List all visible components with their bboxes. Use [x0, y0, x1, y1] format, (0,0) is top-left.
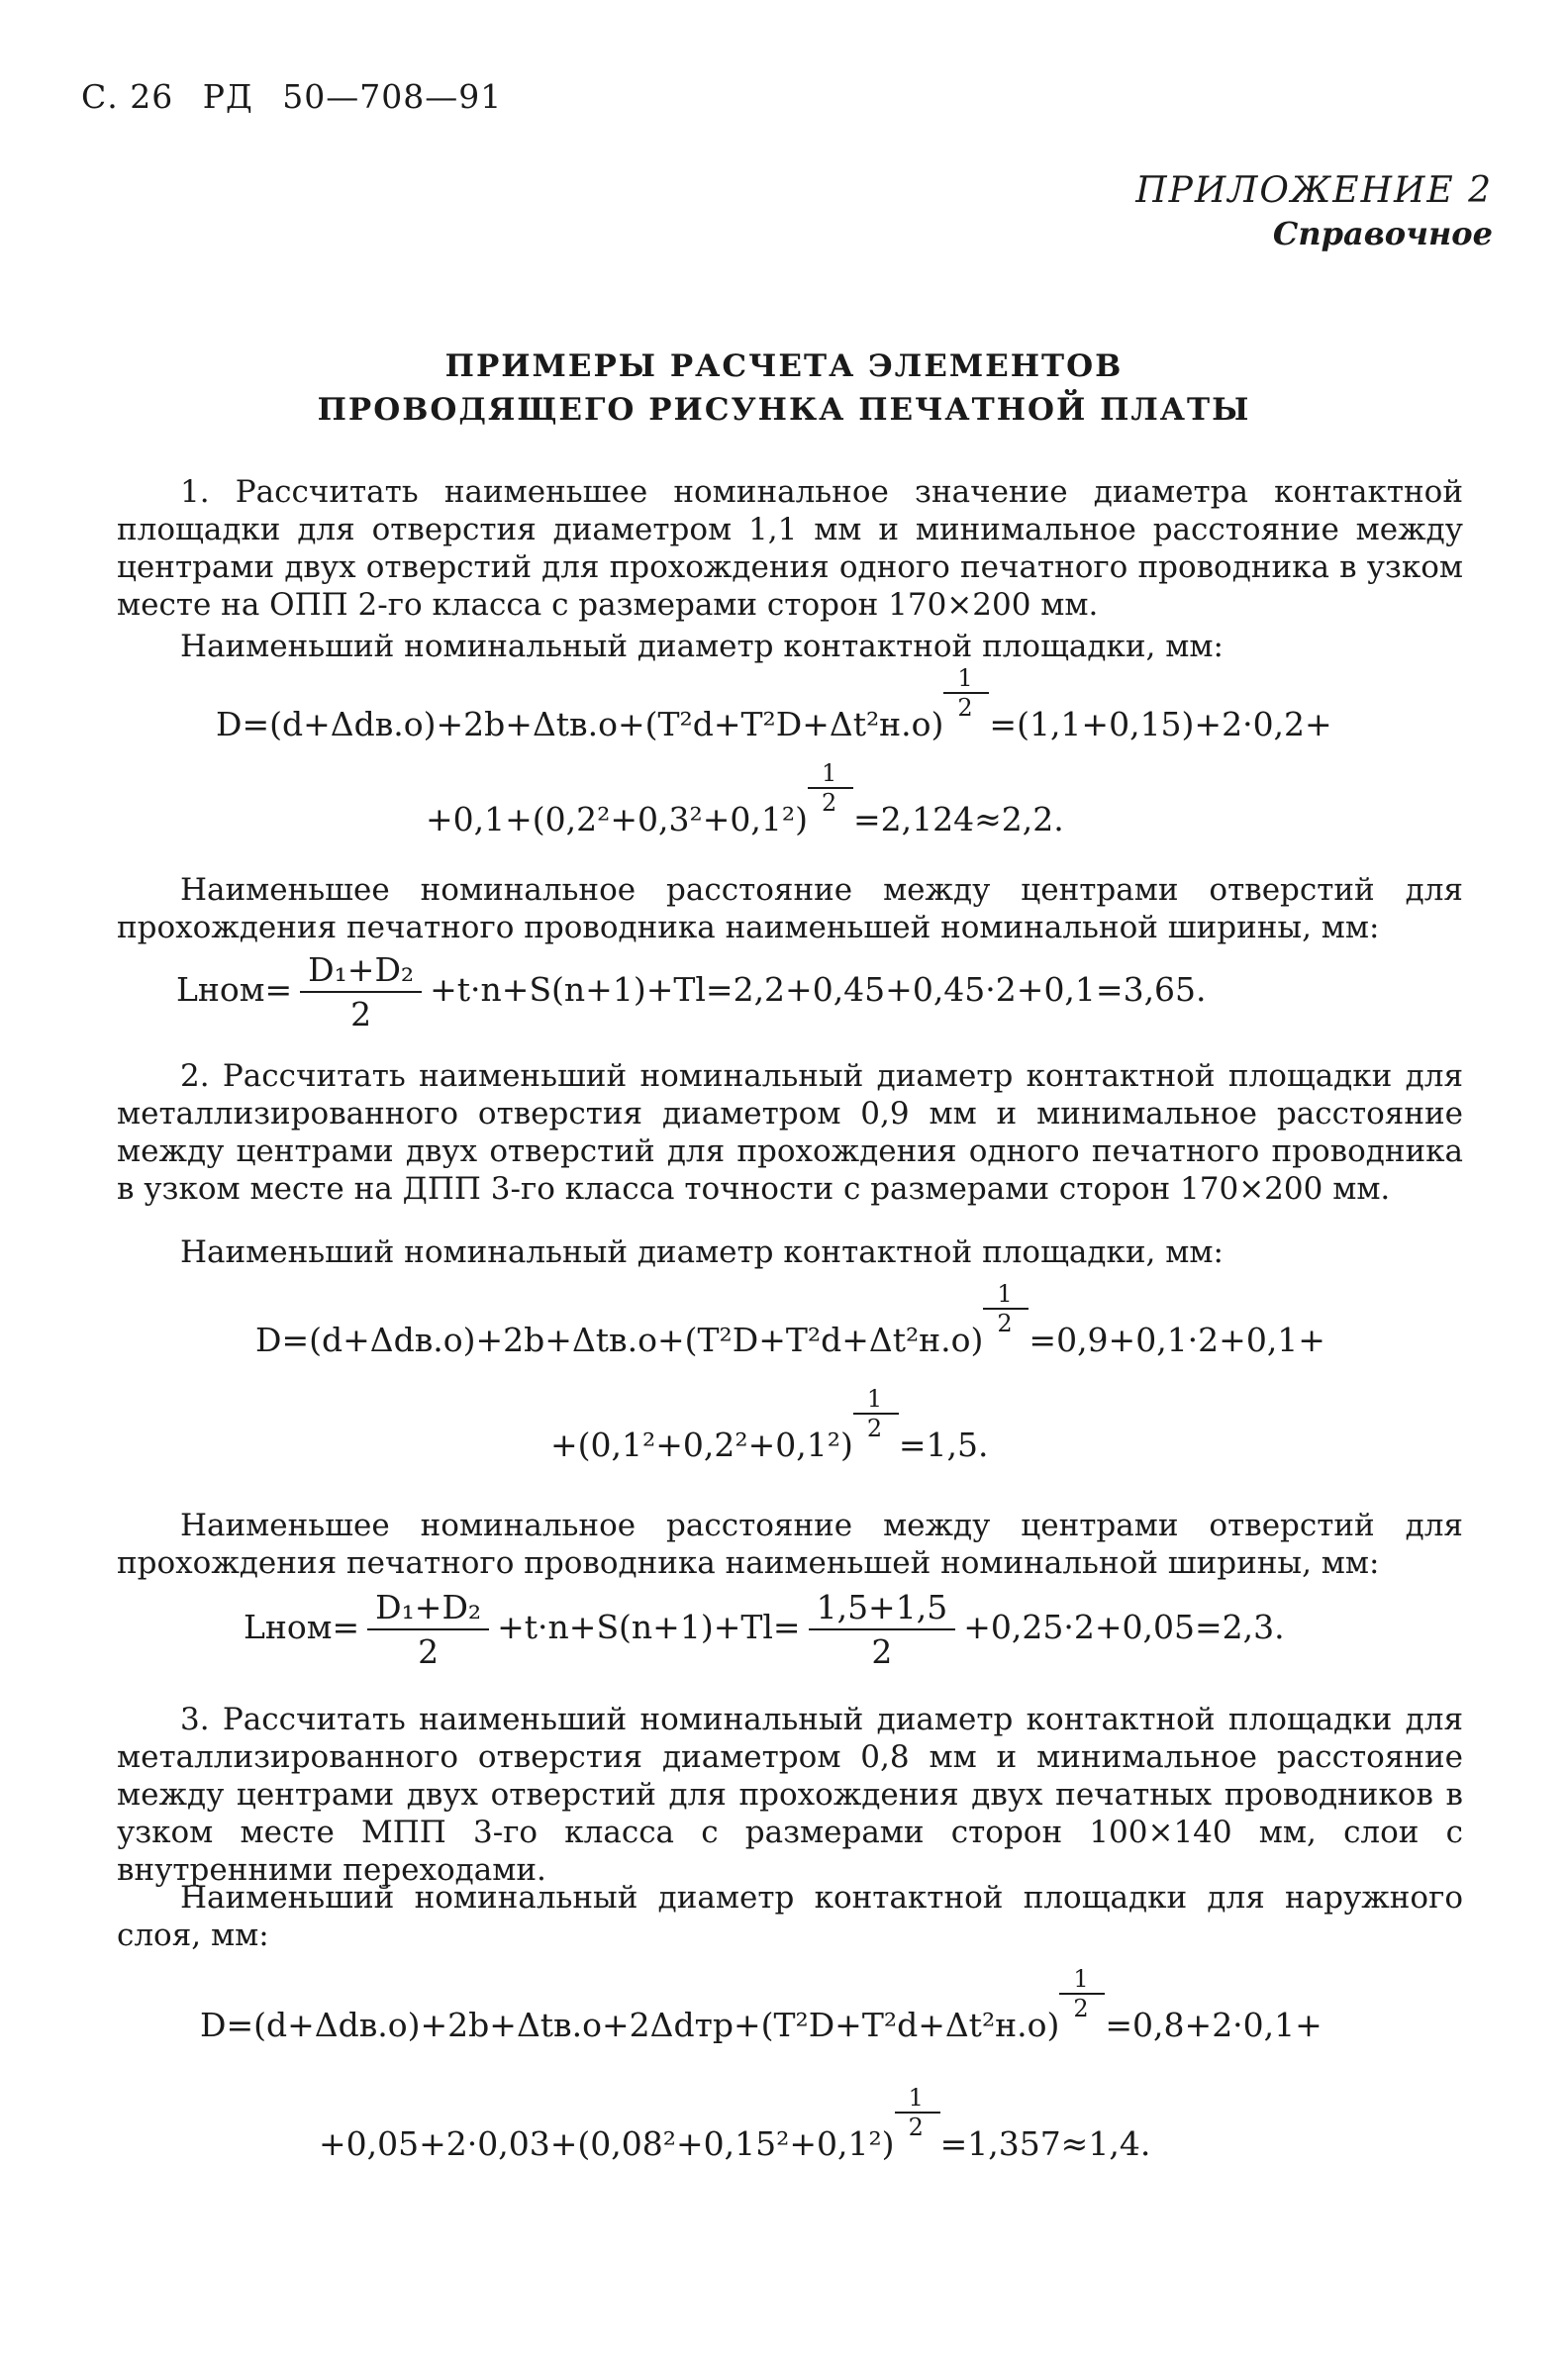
section-title-line1: ПРИМЕРЫ РАСЧЕТА ЭЛЕМЕНТОВ — [444, 348, 1124, 384]
example1-text: 1. Рассчитать наименьшее номинальное значение диаметра контактной площадки для отверстия диаметром 1,1 мм и минимальное расстояние между центрами двух отверстий для прохождения одного печатного проводника в узком месте на ОПП 2-го класса с размерами сторон 170×200 мм. — [117, 474, 1463, 623]
page-number: С. 26 — [81, 77, 174, 116]
example1-formula-d1: D=(d+Δdв.о)+2b+Δtв.о+(T²d+T²D+Δt²н.о) $\frac{1}{2}$ =(1,1+0,15)+2·0,2+ — [216, 664, 1332, 743]
section-title-line2: ПРОВОДЯЩЕГО РИСУНКА ПЕЧАТНОЙ ПЛАТЫ — [317, 392, 1251, 428]
page-header — [81, 77, 502, 116]
example2-text: 2. Рассчитать наименьший номинальный диаметр контактной площадки для металлизированного отверстия диаметром 0,9 мм и минимальное расстояние между центрами двух отверстий для прохождения одного печатного проводника в узком месте на ДПП 3-го класса точности с размерами сторон 170×200 мм. — [117, 1058, 1463, 1207]
example1-formula-d2: +0,1+(0,2²+0,3²+0,1²) $\frac{1}{2}$ =2,124≈2,2. — [426, 759, 1064, 838]
example2-formula-d2: +(0,1²+0,2²+0,1²) $\frac{1}{2}$ =1,5. — [550, 1385, 989, 1464]
example2-formula-l: Lном= $\frac{\text{D₁+D₂}}{2}$ +t·n+S(n+1)+Tl= $\frac{1,5+1,5}{2}$ +0,25·2+0,05=2,3. — [244, 1588, 1285, 1671]
example3-label-d: Наименьший номинальный диаметр контактной площадки для наружного слоя, мм: — [117, 1880, 1463, 1953]
example1-label-l: Наименьшее номинальное расстояние между центрами отверстий для прохождения печатного проводника наименьшей номинальной ширины, мм: — [117, 872, 1463, 945]
doc-code: РД — [202, 77, 253, 116]
appendix-type: Справочное — [1272, 215, 1493, 252]
example2-label-d: Наименьший номинальный диаметр контактной площадки, мм: — [180, 1234, 1224, 1270]
appendix-title: ПРИЛОЖЕНИЕ 2 — [1135, 170, 1493, 211]
appendix-label — [1135, 170, 1493, 252]
example3-text: 3. Рассчитать наименьший номинальный диаметр контактной площадки для металлизированного отверстия диаметром 0,8 мм и минимальное расстояние между центрами двух отверстий для прохождения двух печатных проводников в узком месте МПП 3-го класса с размерами сторон 100×140 мм, слои с внутренними переходами. — [117, 1702, 1463, 1888]
example1-formula-l: Lном= $\frac{\text{D₁+D₂}}{2}$ +t·n+S(n+1)+Tl=2,2+0,45+0,45·2+0,1=3,65. — [176, 950, 1207, 1033]
example2-formula-d1: D=(d+Δdв.о)+2b+Δtв.о+(T²D+T²d+Δt²н.о) $\frac{1}{2}$ =0,9+0,1·2+0,1+ — [255, 1280, 1325, 1359]
doc-number: 50—708—91 — [282, 77, 503, 116]
example3-formula-d1: D=(d+Δdв.о)+2b+Δtв.о+2Δdтр+(T²D+T²d+Δt²н.о) $\frac{1}{2}$ =0,8+2·0,1+ — [200, 1965, 1323, 2044]
example3-formula-d2: +0,05+2·0,03+(0,08²+0,15²+0,1²) $\frac{1}{2}$ =1,357≈1,4. — [319, 2084, 1151, 2163]
example2-label-l: Наименьшее номинальное расстояние между центрами отверстий для прохождения печатного проводника наименьшей номинальной ширины, мм: — [117, 1508, 1463, 1581]
example1-label-d: Наименьший номинальный диаметр контактной площадки, мм: — [180, 629, 1224, 664]
